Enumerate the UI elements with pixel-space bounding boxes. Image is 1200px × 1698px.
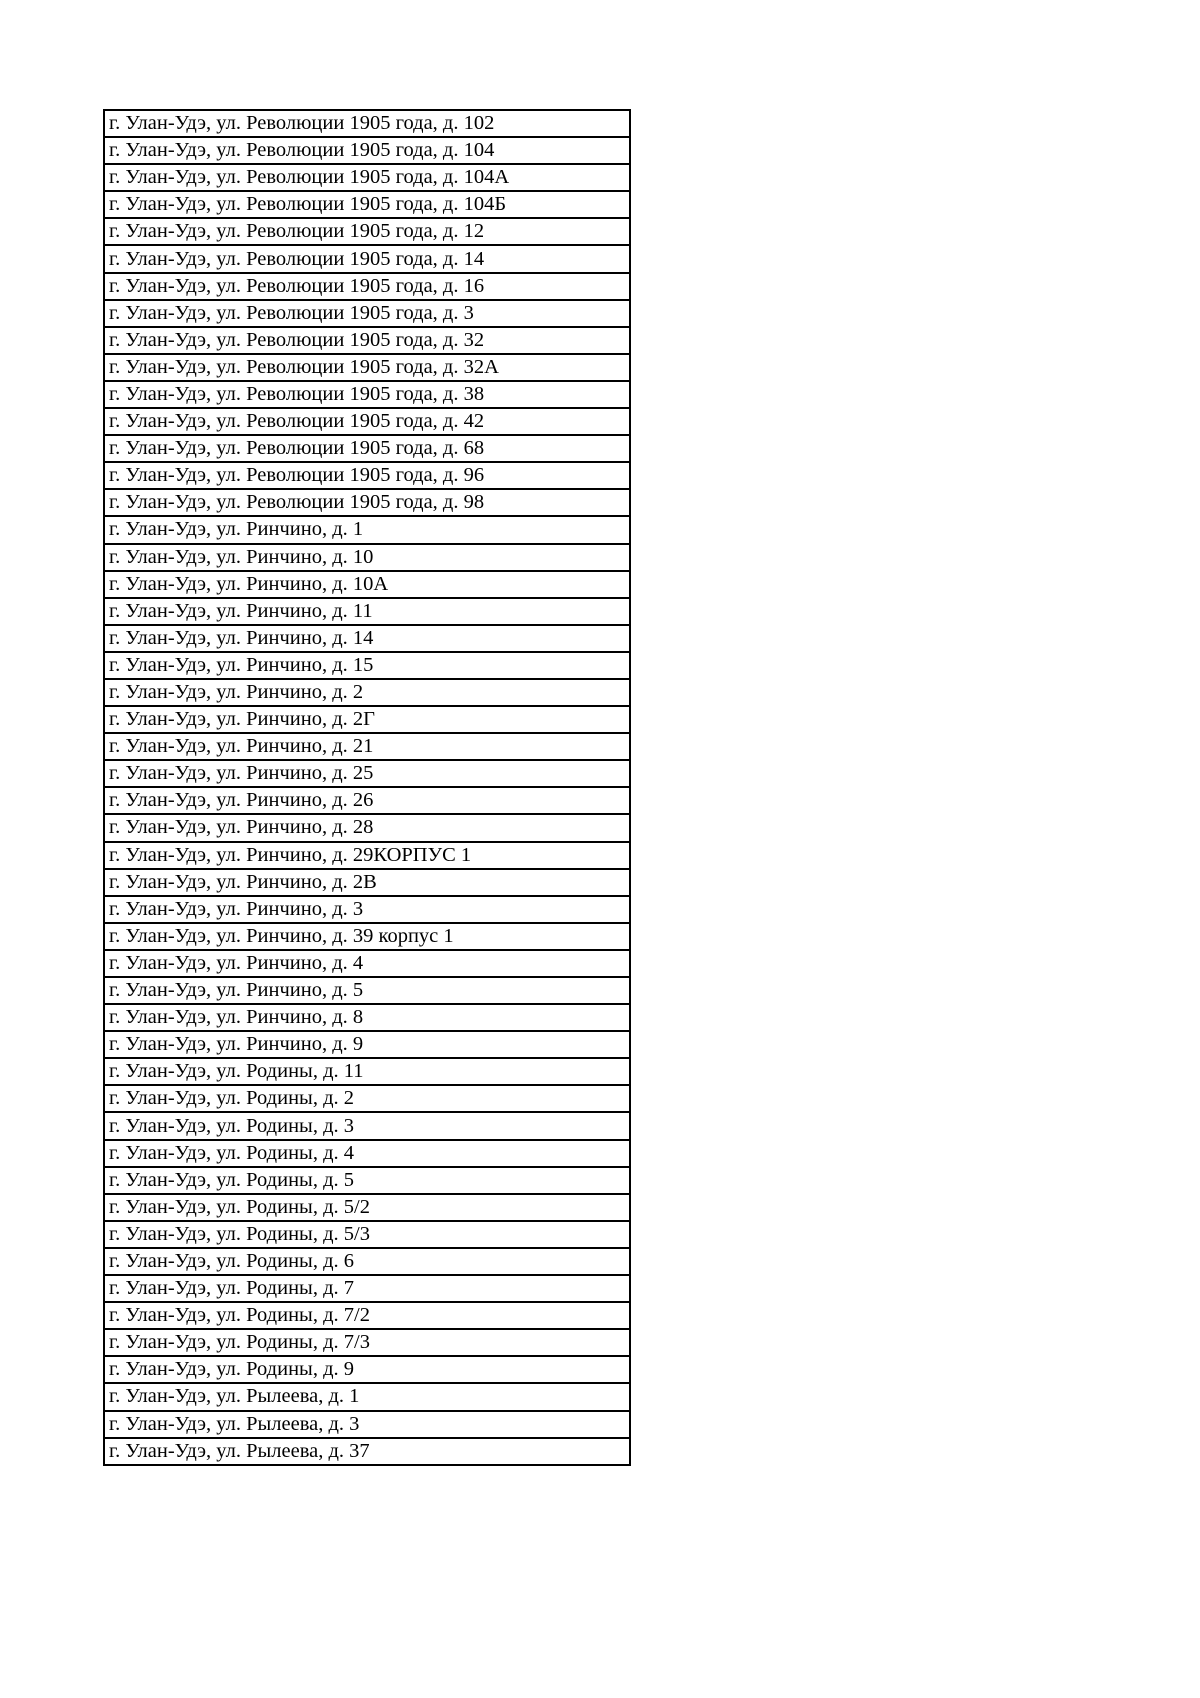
table-row (104, 1221, 630, 1248)
table-row (104, 896, 630, 923)
address-cell: г. Улан-Удэ, ул. Рылеева, д. 3 (104, 1411, 630, 1438)
table-row (104, 408, 630, 435)
address-cell: г. Улан-Удэ, ул. Ринчино, д. 10А (104, 571, 630, 598)
address-cell: г. Улан-Удэ, ул. Революции 1905 года, д. 104А (104, 164, 630, 191)
address-cell: г. Улан-Удэ, ул. Революции 1905 года, д. 14 (104, 245, 630, 272)
address-cell: г. Улан-Удэ, ул. Революции 1905 года, д. 104 (104, 137, 630, 164)
table-row (104, 598, 630, 625)
address-cell: г. Улан-Удэ, ул. Революции 1905 года, д. 42 (104, 408, 630, 435)
table-row (104, 137, 630, 164)
table-row (104, 1004, 630, 1031)
table-row (104, 733, 630, 760)
table-row (104, 327, 630, 354)
address-cell: г. Улан-Удэ, ул. Революции 1905 года, д. 3 (104, 300, 630, 327)
table-row (104, 245, 630, 272)
address-cell: г. Улан-Удэ, ул. Ринчино, д. 2Г (104, 706, 630, 733)
table-row (104, 1058, 630, 1085)
table-row (104, 571, 630, 598)
address-cell: г. Улан-Удэ, ул. Ринчино, д. 3 (104, 896, 630, 923)
address-cell: г. Улан-Удэ, ул. Ринчино, д. 10 (104, 544, 630, 571)
address-cell: г. Улан-Удэ, ул. Ринчино, д. 15 (104, 652, 630, 679)
table-row (104, 1302, 630, 1329)
address-cell: г. Улан-Удэ, ул. Родины, д. 4 (104, 1140, 630, 1167)
address-cell: г. Улан-Удэ, ул. Родины, д. 11 (104, 1058, 630, 1085)
table-row (104, 1085, 630, 1112)
address-cell: г. Улан-Удэ, ул. Ринчино, д. 4 (104, 950, 630, 977)
address-cell: г. Улан-Удэ, ул. Ринчино, д. 25 (104, 760, 630, 787)
table-row (104, 191, 630, 218)
address-cell: г. Улан-Удэ, ул. Родины, д. 5/2 (104, 1194, 630, 1221)
table-row (104, 814, 630, 841)
table-row (104, 1194, 630, 1221)
address-cell: г. Улан-Удэ, ул. Родины, д. 9 (104, 1356, 630, 1383)
address-cell: г. Улан-Удэ, ул. Революции 1905 года, д. 32А (104, 354, 630, 381)
table-row (104, 354, 630, 381)
address-cell: г. Улан-Удэ, ул. Рылеева, д. 1 (104, 1383, 630, 1410)
table-row (104, 489, 630, 516)
table-row (104, 435, 630, 462)
table-row (104, 516, 630, 543)
table-row (104, 1383, 630, 1410)
address-cell: г. Улан-Удэ, ул. Родины, д. 7 (104, 1275, 630, 1302)
table-row (104, 1411, 630, 1438)
address-cell: г. Улан-Удэ, ул. Родины, д. 7/2 (104, 1302, 630, 1329)
table-row (104, 923, 630, 950)
address-cell: г. Улан-Удэ, ул. Родины, д. 5/3 (104, 1221, 630, 1248)
table-row (104, 1248, 630, 1275)
address-cell: г. Улан-Удэ, ул. Революции 1905 года, д. 38 (104, 381, 630, 408)
address-cell: г. Улан-Удэ, ул. Ринчино, д. 2 (104, 679, 630, 706)
address-cell: г. Улан-Удэ, ул. Родины, д. 7/3 (104, 1329, 630, 1356)
table-row (104, 544, 630, 571)
table-row (104, 977, 630, 1004)
address-cell: г. Улан-Удэ, ул. Ринчино, д. 5 (104, 977, 630, 1004)
address-cell: г. Улан-Удэ, ул. Ринчино, д. 14 (104, 625, 630, 652)
address-cell: г. Улан-Удэ, ул. Ринчино, д. 8 (104, 1004, 630, 1031)
address-cell: г. Улан-Удэ, ул. Революции 1905 года, д. 98 (104, 489, 630, 516)
address-cell: г. Улан-Удэ, ул. Революции 1905 года, д. 104Б (104, 191, 630, 218)
address-cell: г. Улан-Удэ, ул. Ринчино, д. 39 корпус 1 (104, 923, 630, 950)
table-row (104, 1438, 630, 1465)
table-row (104, 842, 630, 869)
table-row (104, 110, 630, 137)
address-cell: г. Улан-Удэ, ул. Родины, д. 6 (104, 1248, 630, 1275)
table-row (104, 218, 630, 245)
address-cell: г. Улан-Удэ, ул. Родины, д. 2 (104, 1085, 630, 1112)
table-row (104, 652, 630, 679)
table-row (104, 869, 630, 896)
table-row (104, 1275, 630, 1302)
address-cell: г. Улан-Удэ, ул. Ринчино, д. 1 (104, 516, 630, 543)
address-cell: г. Улан-Удэ, ул. Рылеева, д. 37 (104, 1438, 630, 1465)
address-cell: г. Улан-Удэ, ул. Ринчино, д. 26 (104, 787, 630, 814)
address-table-body (104, 110, 630, 1465)
address-cell: г. Улан-Удэ, ул. Ринчино, д. 2В (104, 869, 630, 896)
table-row (104, 1329, 630, 1356)
address-cell: г. Улан-Удэ, ул. Революции 1905 года, д. 32 (104, 327, 630, 354)
address-cell: г. Улан-Удэ, ул. Родины, д. 5 (104, 1167, 630, 1194)
table-row (104, 1167, 630, 1194)
table-row (104, 1140, 630, 1167)
address-cell: г. Улан-Удэ, ул. Ринчино, д. 11 (104, 598, 630, 625)
table-row (104, 462, 630, 489)
table-row (104, 679, 630, 706)
table-row (104, 164, 630, 191)
table-row (104, 273, 630, 300)
address-cell: г. Улан-Удэ, ул. Революции 1905 года, д. 16 (104, 273, 630, 300)
address-table (103, 109, 631, 1466)
table-row (104, 706, 630, 733)
address-cell: г. Улан-Удэ, ул. Ринчино, д. 9 (104, 1031, 630, 1058)
table-row (104, 1356, 630, 1383)
table-row (104, 381, 630, 408)
table-row (104, 950, 630, 977)
address-cell: г. Улан-Удэ, ул. Ринчино, д. 29КОРПУС 1 (104, 842, 630, 869)
address-cell: г. Улан-Удэ, ул. Революции 1905 года, д. 96 (104, 462, 630, 489)
address-cell: г. Улан-Удэ, ул. Революции 1905 года, д. 68 (104, 435, 630, 462)
table-row (104, 1031, 630, 1058)
table-row (104, 300, 630, 327)
table-row (104, 625, 630, 652)
address-cell: г. Улан-Удэ, ул. Ринчино, д. 21 (104, 733, 630, 760)
address-cell: г. Улан-Удэ, ул. Революции 1905 года, д. 102 (104, 110, 630, 137)
table-row (104, 1112, 630, 1139)
table-row (104, 787, 630, 814)
address-cell: г. Улан-Удэ, ул. Революции 1905 года, д. 12 (104, 218, 630, 245)
address-cell: г. Улан-Удэ, ул. Родины, д. 3 (104, 1112, 630, 1139)
table-row (104, 760, 630, 787)
address-cell: г. Улан-Удэ, ул. Ринчино, д. 28 (104, 814, 630, 841)
